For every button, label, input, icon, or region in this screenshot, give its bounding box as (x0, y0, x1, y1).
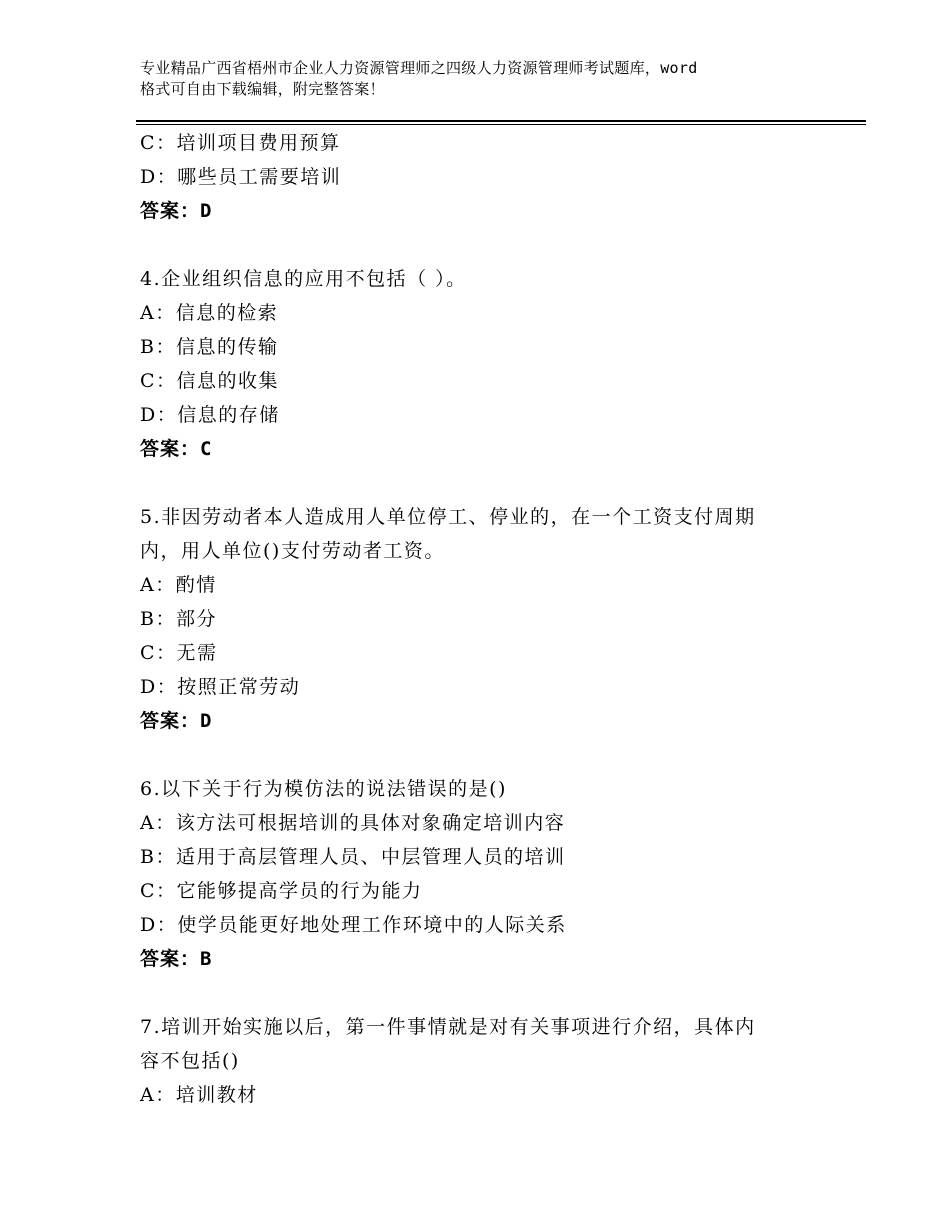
answer-value: D (200, 710, 213, 732)
answer-value: B (200, 948, 213, 970)
question-stem: 4.企业组织信息的应用不包括（ ）。 (140, 268, 467, 290)
document-header (140, 58, 830, 100)
header-rule-thick (136, 120, 866, 122)
question-list (140, 126, 840, 1112)
header-line-2: 格式可自由下载编辑，附完整答案！ (140, 80, 385, 98)
option-a: A：信息的检索 (140, 302, 279, 324)
option-c: C：无需 (140, 642, 218, 664)
question-5 (140, 500, 840, 738)
answer-label: 答案： (140, 948, 201, 970)
option-b: B：部分 (140, 608, 217, 630)
question-3 (140, 126, 840, 228)
answer-line (140, 942, 840, 976)
answer-label: 答案： (140, 710, 201, 732)
question-stem-line-2: 容不包括() (140, 1050, 240, 1072)
option-b: B：信息的传输 (140, 336, 279, 358)
option-b: B：适用于高层管理人员、中层管理人员的培训 (140, 846, 566, 868)
option-c: C：它能够提高学员的行为能力 (140, 880, 423, 902)
option-d: D：按照正常劳动 (140, 676, 301, 698)
answer-line (140, 704, 840, 738)
option-d: D：哪些员工需要培训 (140, 166, 342, 188)
option-c: C：信息的收集 (140, 370, 280, 392)
answer-label: 答案： (140, 200, 201, 222)
answer-value: D (200, 200, 213, 222)
option-c: C：培训项目费用预算 (140, 132, 341, 154)
option-a: A：培训教材 (140, 1084, 258, 1106)
answer-value: C (200, 438, 213, 460)
question-6 (140, 772, 840, 976)
header-line-1: 专业精品广西省梧州市企业人力资源管理师之四级人力资源管理师考试题库，word (140, 59, 698, 77)
question-7 (140, 1010, 840, 1112)
header-rule-thin (136, 124, 866, 125)
option-a: A：该方法可根据培训的具体对象确定培训内容 (140, 812, 566, 834)
question-stem-line-1: 7.培训开始实施以后，第一件事情就是对有关事项进行介绍，具体内 (140, 1016, 756, 1038)
question-stem-line-1: 5.非因劳动者本人造成用人单位停工、停业的，在一个工资支付周期 (140, 506, 756, 528)
question-stem: 6.以下关于行为模仿法的说法错误的是() (140, 778, 507, 800)
question-stem-line-2: 内，用人单位()支付劳动者工资。 (140, 540, 445, 562)
option-a: A：酌情 (140, 574, 217, 596)
answer-line (140, 194, 840, 228)
answer-line (140, 432, 840, 466)
answer-label: 答案： (140, 438, 201, 460)
option-d: D：信息的存储 (140, 404, 280, 426)
question-4 (140, 262, 840, 466)
option-d: D：使学员能更好地处理工作环境中的人际关系 (140, 914, 567, 936)
